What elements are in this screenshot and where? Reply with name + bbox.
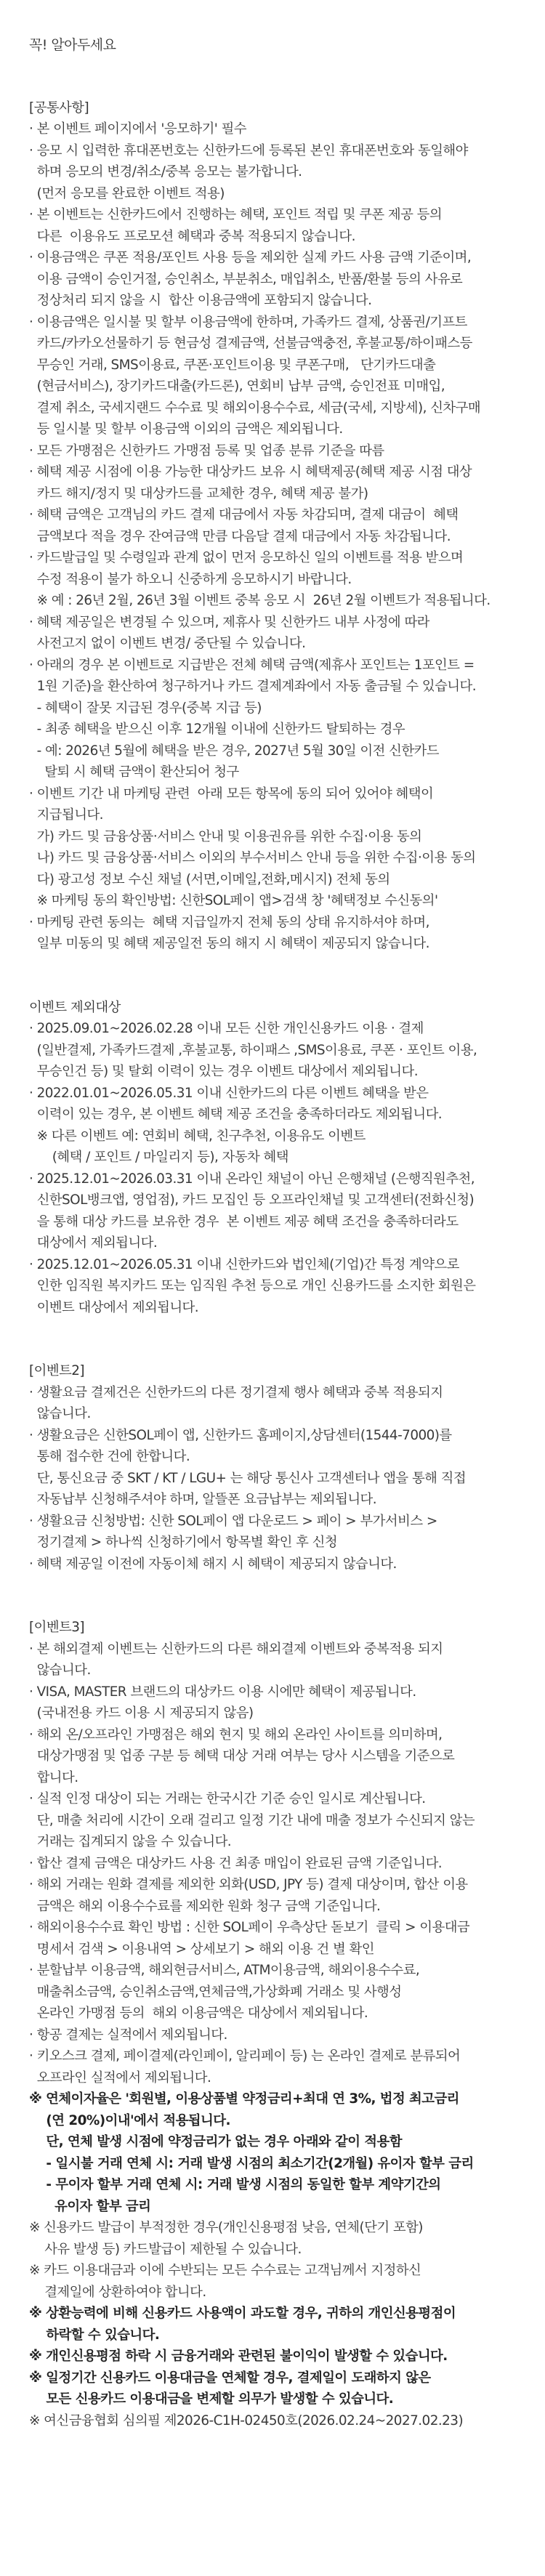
legal-note-line: (연 20%)이내'에서 적용됩니다.	[29, 2112, 230, 2128]
notice-line: · 2022.01.01~2026.05.31 이내 신한카드의 다른 이벤트 혜택을 받은	[29, 1085, 429, 1101]
notice-line: · 혜택 금액은 고객님의 카드 결제 대금에서 자동 차감되며, 결제 대금이 혜택	[29, 507, 459, 522]
notice-line: · 2025.09.01~2026.02.28 이내 모든 신한 개인신용카드 이용 · 결제	[29, 1021, 424, 1036]
section-heading: [이벤트2]	[29, 1363, 85, 1378]
notice-line: ※ 마케팅 동의 확인방법: 신한SOL페이 앱>검색 창 '혜택정보 수신동의'	[29, 893, 438, 908]
section-heading: [공통사항]	[29, 100, 89, 116]
legal-note-line: 결제일에 상환하여야 합니다.	[29, 2284, 206, 2300]
section-lines	[29, 1639, 516, 2089]
notice-line: · 해외 온/오프라인 가맹점은 해외 현지 및 해외 온라인 사이트를 의미하며,	[29, 1727, 443, 1743]
section-lines	[29, 1018, 516, 1318]
notice-line: 일부 미동의 및 혜택 제공일전 동의 해지 시 혜택이 제공되지 않습니다.	[29, 936, 429, 951]
notice-line: · 분할납부 이용금액, 해외현금서비스, ATM이용금액, 해외이용수수료,	[29, 1963, 420, 1978]
notice-line: · 2025.12.01~2026.05.31 이내 신한카드와 법인체(기업)간 특정 계약으로	[29, 1256, 459, 1272]
notice-line: 카드 해지/정지 및 대상카드를 교체한 경우, 혜택 제공 불가)	[29, 485, 368, 501]
notice-line: · 실적 인정 대상이 되는 거래는 한국시간 기준 승인 일시로 계산됩니다.	[29, 1791, 426, 1806]
notice-line: 인한 임직원 복지카드 또는 임직원 추천 등으로 개인 신용카드를 소지한 회원은	[29, 1278, 476, 1293]
notice-line: · 키오스크 결제, 페이결제(라인페이, 알리페이 등) 는 온라인 결제로 분류되어	[29, 2048, 461, 2064]
legal-note-line: ※ 상환능력에 비해 신용카드 사용액이 과도할 경우, 귀하의 개인신용평점이	[29, 2306, 456, 2321]
notice-line: 않습니다.	[29, 1663, 91, 1678]
legal-note-line: - 일시불 거래 연체 시: 거래 발생 시점의 최소기간(2개월) 유이자 할부 금리	[29, 2155, 474, 2171]
notice-line: · 카드발급일 및 수령일과 관계 없이 먼저 응모하신 일의 이벤트를 적용 받으며	[29, 550, 464, 565]
notice-line: · 혜택 제공일 이전에 자동이체 해지 시 혜택이 제공되지 않습니다.	[29, 1556, 397, 1572]
notice-line: 다) 광고성 정보 수신 채널 (서면,이메일,전화,메시지) 전체 동의	[29, 871, 390, 887]
notice-line: 신한SOL뱅크앱, 영업점), 카드 모집인 등 오프라인채널 및 고객센터(전화신청)	[29, 1192, 475, 1208]
notice-title: 꼭! 알아두세요	[29, 37, 116, 53]
notice-line: (현금서비스), 장기카드대출(카드론), 연회비 납부 금액, 승인전표 미매입,	[29, 379, 445, 394]
legal-note-line: 유이자 할부 금리	[29, 2198, 151, 2214]
section-event3	[29, 1617, 516, 2431]
notice-line: 결제 취소, 국세지랜드 수수료 및 해외이용수수료, 세금(국세, 지방세), 신차구매	[29, 400, 481, 416]
notice-line: 금액은 해외 이용수수료를 제외한 원화 청구 금액 기준입니다.	[29, 1898, 381, 1914]
legal-note-line: ※ 신용카드 발급이 부적정한 경우(개인신용평점 낮음, 연체(단기 포함)	[29, 2220, 423, 2235]
notice-line: ※ 예 : 26년 2월, 26년 3월 이벤트 중복 응모 시 26년 2월 이벤트가 적용됩니다.	[29, 593, 490, 608]
notice-line: 온라인 가맹점 등의 해외 이용금액은 대상에서 제외됩니다.	[29, 2006, 368, 2021]
notice-line: 등 일시불 및 할부 이용금액 이외의 금액은 제외됩니다.	[29, 421, 343, 437]
legal-note-line: - 무이자 할부 거래 연체 시: 거래 발생 시점의 동일한 할부 계약기간의	[29, 2177, 441, 2192]
notice-line: 정기결제 > 하나씩 신청하기에서 항목별 확인 후 신청	[29, 1535, 338, 1550]
notice-line: 카드/카카오선물하기 등 현금성 결제금액, 선불금액충전, 후불교통/하이패스등	[29, 336, 472, 351]
notice-line: - 혜택이 잘못 지급된 경우(중복 지급 등)	[29, 700, 262, 716]
notice-line: 가) 카드 및 금융상품·서비스 안내 및 이용권유를 위한 수집·이용 동의	[29, 828, 422, 844]
section-heading: 이벤트 제외대상	[29, 999, 121, 1015]
legal-note-line: 사유 발생 등) 카드발급이 제한될 수 있습니다.	[29, 2241, 302, 2257]
notice-line: 하며 응모의 변경/취소/중복 응모는 불가합니다.	[29, 164, 302, 179]
notice-line: · 항공 결제는 실적에서 제외됩니다.	[29, 2027, 227, 2043]
notice-line: 금액보다 적을 경우 잔여금액 만큼 다음달 결제 대금에서 자동 차감됩니다.	[29, 528, 451, 544]
legal-note-line: ※ 카드 이용대금과 이에 수반되는 모든 수수료는 고객님께서 지정하신	[29, 2263, 421, 2278]
notice-line: · 해외 거래는 원화 결제를 제외한 외화(USD, JPY 등) 결제 대상이며, 합산 이용	[29, 1877, 468, 1892]
notice-line: 1원 기준)을 환산하여 청구하거나 카드 결제계좌에서 자동 출금될 수 있습니다.	[29, 679, 477, 694]
notice-line: 수정 적용이 불가 하오니 신중하게 응모하시기 바랍니다.	[29, 571, 352, 587]
notice-line: (국내전용 카드 이용 시 제공되지 않음)	[29, 1705, 254, 1721]
legal-note-line: ※ 여신금융협회 심의필 제2026-C1H-02450호(2026.02.24~2027.02.23)	[29, 2413, 464, 2428]
notice-line: · 혜택 제공 시점에 이용 가능한 대상카드 보유 시 혜택제공(혜택 제공 시점 대상	[29, 464, 472, 480]
notice-line: 이용 금액이 승인거절, 승인취소, 부분취소, 매입취소, 반품/환불 등의 사유로	[29, 271, 463, 287]
notice-line: 을 통해 대상 카드를 보유한 경우 본 이벤트 제공 혜택 조건을 충족하더라도	[29, 1214, 459, 1230]
legal-note-line: ※ 개인신용평점 하락 시 금융거래와 관련된 불이익이 발생할 수 있습니다.	[29, 2349, 448, 2364]
section-exclusions	[29, 997, 516, 1319]
section-heading: [이벤트3]	[29, 1620, 85, 1635]
notice-line: 이벤트 대상에서 제외됩니다.	[29, 1299, 199, 1315]
notice-line: · 혜택 제공일은 변경될 수 있으며, 제휴사 및 신한카드 내부 사정에 따라	[29, 614, 429, 630]
notice-line: 나) 카드 및 금융상품·서비스 이외의 부수서비스 안내 등을 위한 수집·이용 동의	[29, 850, 476, 865]
notice-line: 대상가맹점 및 업종 구분 등 혜택 대상 거래 여부는 당사 시스템을 기준으로	[29, 1748, 455, 1764]
notice-line: · 응모 시 입력한 휴대폰번호는 신한카드에 등록된 본인 휴대폰번호와 동일해야	[29, 142, 468, 158]
notice-line: · 본 해외결제 이벤트는 신한카드의 다른 해외결제 이벤트와 중복적용 되지	[29, 1641, 443, 1657]
notice-line: 않습니다.	[29, 1406, 91, 1421]
section-event2	[29, 1360, 516, 1575]
section-common	[29, 97, 516, 955]
notice-line: 무승인 거래, SMS이용료, 쿠폰·포인트이용 및 쿠폰구매, 단기카드대출	[29, 357, 436, 373]
notice-line: (일반결제, 가족카드결제 ,후불교통, 하이패스 ,SMS이용료, 쿠폰 · 포인트 이용,	[29, 1042, 477, 1058]
notice-line: · 2025.12.01~2026.03.31 이내 온라인 채널이 아닌 은행채널 (은행직원추천,	[29, 1171, 475, 1187]
notice-line: · 마케팅 관련 동의는 혜택 지급일까지 전체 동의 상태 유지하셔야 하며,	[29, 914, 429, 930]
notice-line: · 아래의 경우 본 이벤트로 지급받은 전체 혜택 금액(제휴사 포인트는 1포인트 =	[29, 657, 475, 673]
notice-line: 매출취소금액, 승인취소금액,연체금액,가상화폐 거래소 및 사행성	[29, 1984, 402, 2000]
legal-notes	[29, 2088, 516, 2431]
notice-line: · 생활요금은 신한SOL페이 앱, 신한카드 홈페이지,상담센터(1544-7000)를	[29, 1427, 452, 1443]
notice-line: 사전고지 없이 이벤트 변경/ 중단될 수 있습니다.	[29, 636, 306, 651]
notice-line: · 이용금액은 일시불 및 할부 이용금액에 한하며, 가족카드 결제, 상품권/기프트	[29, 314, 467, 330]
notice-line: 탈퇴 시 혜택 금액이 환산되어 청구	[29, 764, 239, 780]
notice-line: 다른 이용유도 프로모션 혜택과 중복 적용되지 않습니다.	[29, 228, 355, 244]
notice-line: · 모든 가맹점은 신한카드 가맹점 등록 및 업종 분류 기준을 따름	[29, 443, 384, 459]
notice-line: · 생활요금 신청방법: 신한 SOL페이 앱 다운로드 > 페이 > 부가서비스 >	[29, 1513, 437, 1529]
notice-line: (먼저 응모를 완료한 이벤트 적용)	[29, 185, 225, 201]
notice-line: 정상처리 되지 않을 시 합산 이용금액에 포함되지 않습니다.	[29, 293, 372, 308]
legal-note-line: 모든 신용카드 이용대금을 변제할 의무가 발생할 수 있습니다.	[29, 2391, 394, 2407]
notice-line: 단, 통신요금 중 SKT / KT / LGU+ 는 해당 통신사 고객센터나 앱을 통해 직접	[29, 1470, 467, 1486]
legal-note-line: 하락할 수 있습니다.	[29, 2327, 160, 2343]
notice-line: · 본 이벤트 페이지에서 '응모하기' 필수	[29, 121, 247, 137]
notice-line: 단, 매출 처리에 시간이 오래 걸리고 일정 기간 내에 매출 정보가 수신되지 않는	[29, 1812, 475, 1828]
section-lines	[29, 1382, 516, 1575]
notice-line: (혜택 / 포인트 / 마일리지 등), 자동차 혜택	[29, 1150, 288, 1165]
notice-line: 거래는 집계되지 않을 수 있습니다.	[29, 1834, 232, 1849]
legal-note-line: ※ 연체이자율은 '회원별, 이용상품별 약정금리+최대 연 3%, 법정 최고금리	[29, 2091, 459, 2107]
legal-note-line: ※ 일정기간 신용카드 이용대금을 연체할 경우, 결제일이 도래하지 않은	[29, 2370, 431, 2386]
notice-line: 이력이 있는 경우, 본 이벤트 혜택 제공 조건을 충족하더라도 제외됩니다.	[29, 1107, 443, 1122]
notice-line: 대상에서 제외됩니다.	[29, 1235, 158, 1251]
notice-line: · 해외이용수수료 확인 방법 : 신한 SOL페이 우측상단 돋보기 클릭 > 이용대금	[29, 1920, 470, 1935]
notice-line: - 예: 2026년 5월에 혜택을 받은 경우, 2027년 5월 30일 이전 신한카드	[29, 743, 439, 759]
notice-line: ※ 다른 이벤트 예: 연회비 혜택, 친구추천, 이용유도 이벤트	[29, 1128, 366, 1144]
notice-line: · 합산 결제 금액은 대상카드 사용 건 최종 매입이 완료된 금액 기준입니다.	[29, 1855, 443, 1871]
notice-line: 오프라인 실적에서 제외됩니다.	[29, 2070, 211, 2086]
notice-line: 합니다.	[29, 1769, 78, 1785]
notice-line: 지급됩니다.	[29, 807, 103, 823]
notice-line: · 이용금액은 쿠폰 적용/포인트 사용 등을 제외한 실제 카드 사용 금액 기준이며,	[29, 250, 472, 265]
notice-line: 통해 접수한 건에 한합니다.	[29, 1449, 190, 1464]
notice-line: · 본 이벤트는 신한카드에서 진행하는 혜택, 포인트 적립 및 쿠폰 제공 등의	[29, 207, 443, 222]
notice-line: 명세서 검색 > 이용내역 > 상세보기 > 해외 이용 건 별 확인	[29, 1941, 374, 1957]
notice-line: 자동납부 신청해주셔야 하며, 알뜰폰 요금납부는 제외됩니다.	[29, 1492, 377, 1507]
section-lines	[29, 118, 516, 955]
legal-note-line: 단, 연체 발생 시점에 약정금리가 없는 경우 아래와 같이 적용함	[29, 2134, 402, 2149]
notice-line: · 생활요금 결제건은 신한카드의 다른 정기결제 행사 혜택과 중복 적용되지	[29, 1384, 443, 1400]
notice-line: - 최종 혜택을 받으신 이후 12개월 이내에 신한카드 탈퇴하는 경우	[29, 722, 405, 737]
notice-line: · 이벤트 기간 내 마케팅 관련 아래 모든 항목에 동의 되어 있어야 혜택이	[29, 786, 434, 802]
notice-line: 무승인건 등) 및 탈회 이력이 있는 경우 이벤트 대상에서 제외됩니다.	[29, 1064, 418, 1079]
notice-line: · VISA, MASTER 브랜드의 대상카드 이용 시에만 혜택이 제공됩니다.	[29, 1684, 416, 1700]
